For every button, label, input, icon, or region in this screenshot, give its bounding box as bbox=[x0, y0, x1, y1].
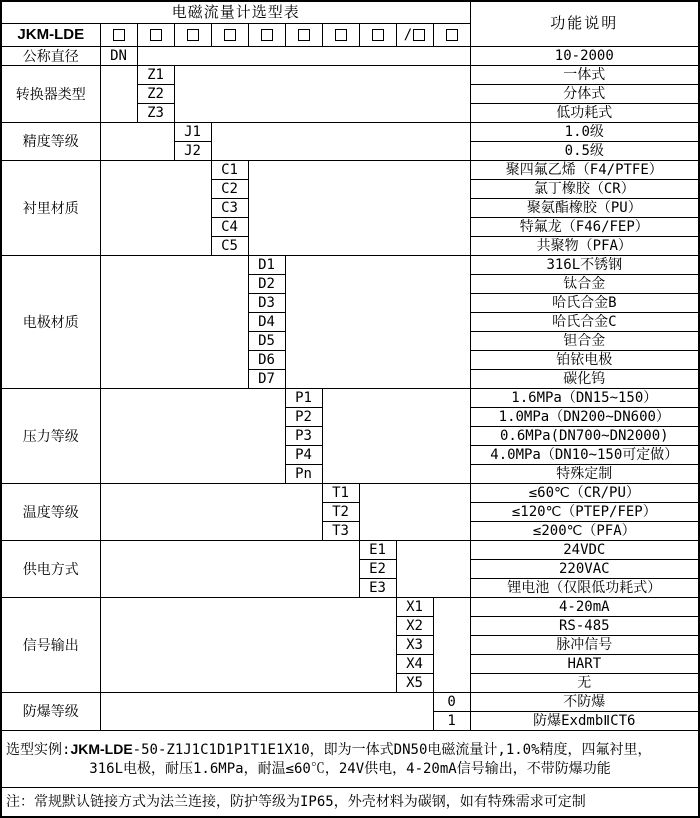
option-code: E3 bbox=[359, 579, 396, 598]
example-prefix: 选型实例: bbox=[6, 741, 71, 758]
option-description: RS-485 bbox=[470, 617, 699, 636]
option-description: 1.0MPa（DN200~DN600） bbox=[470, 408, 699, 427]
selection-example bbox=[1, 731, 699, 788]
checkbox-icon bbox=[150, 29, 162, 41]
option-description: 铂铱电极 bbox=[470, 351, 699, 370]
option-code: J1 bbox=[174, 123, 211, 142]
empty-cell bbox=[285, 256, 470, 389]
option-description: 分体式 bbox=[470, 85, 699, 104]
empty-cell bbox=[137, 47, 470, 66]
option-description: 共聚物（PFA） bbox=[470, 237, 699, 256]
code-box-cell-9 bbox=[396, 24, 433, 47]
option-code: E1 bbox=[359, 541, 396, 560]
option-code: D1 bbox=[248, 256, 285, 275]
empty-cell bbox=[100, 541, 359, 598]
option-description: 316L不锈钢 bbox=[470, 256, 699, 275]
spec-row bbox=[1, 541, 699, 560]
option-code: P3 bbox=[285, 427, 322, 446]
option-description: 24VDC bbox=[470, 541, 699, 560]
option-description: 4.0MPa（DN10~150可定做） bbox=[470, 446, 699, 465]
checkbox-icon bbox=[224, 29, 236, 41]
spec-group-label: 精度等级 bbox=[1, 123, 100, 161]
option-code: E2 bbox=[359, 560, 396, 579]
note-row bbox=[1, 788, 699, 818]
option-description: 220VAC bbox=[470, 560, 699, 579]
option-code: X4 bbox=[396, 655, 433, 674]
option-code: J2 bbox=[174, 142, 211, 161]
code-box-cell-8 bbox=[359, 24, 396, 47]
option-description: 钛合金 bbox=[470, 275, 699, 294]
option-description: 0.6MPa(DN700~DN2000) bbox=[470, 427, 699, 446]
option-description: 不防爆 bbox=[470, 693, 699, 712]
option-code: X3 bbox=[396, 636, 433, 655]
option-description: 4-20mA bbox=[470, 598, 699, 617]
option-description: 哈氏合金C bbox=[470, 313, 699, 332]
option-code: C4 bbox=[211, 218, 248, 237]
empty-cell bbox=[211, 123, 470, 161]
option-description: HART bbox=[470, 655, 699, 674]
table-title: 电磁流量计选型表 bbox=[1, 1, 470, 24]
option-description: 哈氏合金B bbox=[470, 294, 699, 313]
spec-row bbox=[1, 47, 699, 66]
spec-row bbox=[1, 389, 699, 408]
checkbox-icon bbox=[113, 29, 125, 41]
spec-group-label: 信号输出 bbox=[1, 598, 100, 693]
option-description: 钽合金 bbox=[470, 332, 699, 351]
checkbox-icon bbox=[372, 29, 384, 41]
option-description: ≤120℃（PTEP/FEP） bbox=[470, 503, 699, 522]
spec-row bbox=[1, 66, 699, 85]
title-row bbox=[1, 1, 699, 24]
example-line-1 bbox=[6, 741, 694, 758]
checkbox-icon bbox=[335, 29, 347, 41]
empty-cell bbox=[433, 598, 470, 693]
spec-row bbox=[1, 123, 699, 142]
spec-group-label: 供电方式 bbox=[1, 541, 100, 598]
spec-row bbox=[1, 598, 699, 617]
spec-group-label: 公称直径 bbox=[1, 47, 100, 66]
option-description: ≤60℃（CR/PU） bbox=[470, 484, 699, 503]
option-description: 10-2000 bbox=[470, 47, 699, 66]
option-code: Z1 bbox=[137, 66, 174, 85]
footnote: 注：常规默认链接方式为法兰连接，防护等级为IP65，外壳材料为碳钢，如有特殊需求可定制 bbox=[1, 788, 699, 818]
option-description: 低功耗式 bbox=[470, 104, 699, 123]
empty-cell bbox=[100, 693, 433, 731]
option-code: 1 bbox=[433, 712, 470, 731]
spec-row bbox=[1, 693, 699, 712]
option-code: D5 bbox=[248, 332, 285, 351]
model-prefix: JKM-LDE bbox=[1, 24, 100, 47]
option-code: D4 bbox=[248, 313, 285, 332]
option-code: DN bbox=[100, 47, 137, 66]
option-code: D7 bbox=[248, 370, 285, 389]
example-code-string: -50-Z1J1C1D1P1T1E1X10，即为一体式DN50电磁流量计,1.0%精度，四氟衬里， bbox=[132, 741, 652, 758]
option-code: Z3 bbox=[137, 104, 174, 123]
option-code: C5 bbox=[211, 237, 248, 256]
empty-cell bbox=[100, 484, 322, 541]
option-code: X1 bbox=[396, 598, 433, 617]
checkbox-icon bbox=[187, 29, 199, 41]
example-line-2: 316L电极，耐压1.6MPa，耐温≤60℃，24V供电，4-20mA信号输出，不带防爆功能 bbox=[89, 761, 611, 777]
option-code: D3 bbox=[248, 294, 285, 313]
example-row bbox=[1, 731, 699, 788]
code-box-cell-3 bbox=[174, 24, 211, 47]
option-description: 1.0级 bbox=[470, 123, 699, 142]
option-code: Z2 bbox=[137, 85, 174, 104]
empty-cell bbox=[100, 66, 137, 123]
checkbox-icon bbox=[261, 29, 273, 41]
spec-group-label: 电极材质 bbox=[1, 256, 100, 389]
option-code: D6 bbox=[248, 351, 285, 370]
spec-group-label: 压力等级 bbox=[1, 389, 100, 484]
spec-row bbox=[1, 484, 699, 503]
option-code: Pn bbox=[285, 465, 322, 484]
option-code: C2 bbox=[211, 180, 248, 199]
spec-row bbox=[1, 256, 699, 275]
option-code: T1 bbox=[322, 484, 359, 503]
spec-group-label: 温度等级 bbox=[1, 484, 100, 541]
function-column-header: 功能说明 bbox=[470, 1, 699, 47]
spec-group-label: 衬里材质 bbox=[1, 161, 100, 256]
option-code: 0 bbox=[433, 693, 470, 712]
option-description: 锂电池（仅限低功耗式） bbox=[470, 579, 699, 598]
option-description: 氯丁橡胶（CR） bbox=[470, 180, 699, 199]
option-description: 特氟龙（F46/FEP） bbox=[470, 218, 699, 237]
empty-cell bbox=[100, 598, 396, 693]
empty-cell bbox=[100, 161, 211, 256]
option-description: 聚四氟乙烯（F4/PTFE） bbox=[470, 161, 699, 180]
checkbox-icon bbox=[413, 29, 425, 41]
option-description: 1.6MPa（DN15~150） bbox=[470, 389, 699, 408]
checkbox-icon bbox=[446, 29, 458, 41]
option-description: 防爆ExdmbⅡCT6 bbox=[470, 712, 699, 731]
spec-row bbox=[1, 161, 699, 180]
option-code: T2 bbox=[322, 503, 359, 522]
option-code: T3 bbox=[322, 522, 359, 541]
checkbox-icon bbox=[298, 29, 310, 41]
option-code: X2 bbox=[396, 617, 433, 636]
option-code: C3 bbox=[211, 199, 248, 218]
empty-cell bbox=[248, 161, 470, 256]
option-code: P2 bbox=[285, 408, 322, 427]
option-code: X5 bbox=[396, 674, 433, 693]
option-code: C1 bbox=[211, 161, 248, 180]
code-box-cell-5 bbox=[248, 24, 285, 47]
option-description: ≤200℃（PFA） bbox=[470, 522, 699, 541]
spec-group-label: 防爆等级 bbox=[1, 693, 100, 731]
empty-cell bbox=[396, 541, 470, 598]
empty-cell bbox=[359, 484, 470, 541]
option-description: 碳化钨 bbox=[470, 370, 699, 389]
code-box-cell-6 bbox=[285, 24, 322, 47]
option-description: 一体式 bbox=[470, 66, 699, 85]
empty-cell bbox=[100, 123, 174, 161]
code-box-cell-1 bbox=[100, 24, 137, 47]
slash-mark: / bbox=[403, 27, 413, 44]
option-description: 0.5级 bbox=[470, 142, 699, 161]
example-model-code: JKM-LDE bbox=[70, 740, 133, 757]
empty-cell bbox=[174, 66, 470, 123]
option-code: D2 bbox=[248, 275, 285, 294]
option-description: 脉冲信号 bbox=[470, 636, 699, 655]
option-description: 特殊定制 bbox=[470, 465, 699, 484]
code-box-cell-4 bbox=[211, 24, 248, 47]
option-description: 聚氨酯橡胶（PU） bbox=[470, 199, 699, 218]
code-box-cell-7 bbox=[322, 24, 359, 47]
option-code: P4 bbox=[285, 446, 322, 465]
spec-group-label: 转换器类型 bbox=[1, 66, 100, 123]
empty-cell bbox=[322, 389, 470, 484]
option-description: 无 bbox=[470, 674, 699, 693]
empty-cell bbox=[100, 389, 285, 484]
option-code: P1 bbox=[285, 389, 322, 408]
code-box-cell-2 bbox=[137, 24, 174, 47]
code-box-cell-10 bbox=[433, 24, 470, 47]
empty-cell bbox=[100, 256, 248, 389]
